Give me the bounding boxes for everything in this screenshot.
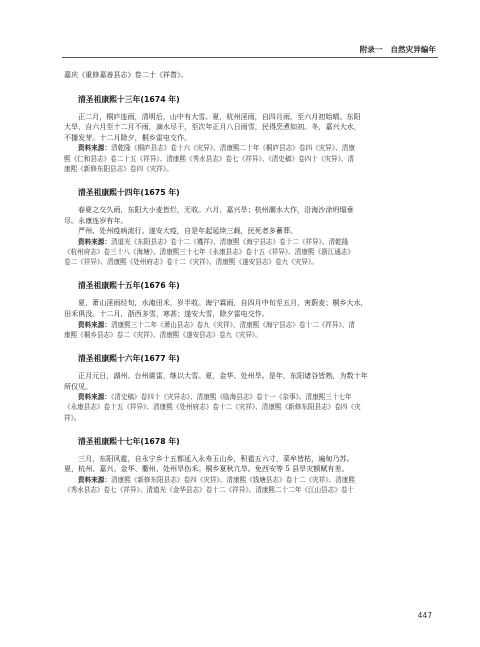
entries-container (64, 94, 412, 496)
source-text: 康熙《桐乡县志》卷二《灾祥》、清康熙《遂安县志》卷九《灾异》。 (64, 330, 262, 339)
source-line (64, 475, 412, 485)
page-number: 447 (417, 611, 432, 620)
source-line (64, 402, 412, 412)
source-text: 祥》。 (64, 413, 81, 422)
source-text: 清康熙《新修东阳县志》卷四《灾祥》、清康熙《钱塘县志》卷十二《灾祥》、清康熙 (110, 475, 355, 484)
entry-sources (64, 143, 412, 174)
entry-body (64, 371, 412, 392)
source-line (64, 143, 412, 153)
entry-heading: 清圣祖康熙十三年(1674 年) (78, 94, 180, 104)
body-line: 尽。永康连岁有年。 (64, 215, 128, 225)
entry-heading: 清圣祖康熙十七年(1678 年) (78, 436, 180, 446)
source-text: 《杭州府志》卷三十八《海塘》、清康熙三十七年《永康县志》卷十五《祥异》、清康熙《浙江通志》 (64, 247, 355, 256)
source-line (64, 257, 412, 267)
body-line: 春夏之交久雨，东阳大小麦皆烂，无收。六月，嘉兴旱；杭州潮水大作，沿海沙涂坍塌垂 (78, 204, 354, 214)
source-text: 清乾隆《桐庐县志》卷十六《灾异》、清康熙二十年《桐庐县志》卷四《灾异》、清康 (110, 144, 355, 153)
body-line: 严州、处州疫病流行。遂安大疫，自是年起延续三载，民死者多蓄葬。 (78, 226, 298, 236)
entry-heading: 清圣祖康熙十四年(1675 年) (78, 187, 180, 197)
body-line: 三月，东阳风雹，自永宁乡十五都延入永寿玉山乡，积雹五六寸，菜牟皆枯，遍甸乃苏。 (78, 453, 354, 463)
source-text: 清康熙三十二年《萧山县志》卷九《灾祥》、清康熙《海宁县志》卷十二《祥异》、清 (110, 320, 355, 329)
entry-body (64, 205, 412, 237)
body-line: 大旱，自六月至十二月不雨，滴水尽干，至次年正月八日雨雪，民得烹煮如初。冬，嘉兴大水， (64, 122, 361, 132)
source-label: 资料来源： (78, 475, 111, 484)
source-line (64, 154, 412, 164)
entry-sources (64, 320, 412, 340)
body-line: 所仅见。 (64, 381, 93, 391)
source-text: 康熙《新修东阳县志》卷四《灾祥》。 (64, 164, 173, 173)
source-text: 《秀水县志》卷七《祥异》、清道光《金华县志》卷十二《祥异》、清康熙二十二年《江山县志》卷十 (64, 486, 355, 495)
source-label: 资料来源： (78, 144, 111, 153)
source-text: 清道光《东阳县志》卷十二《禨祥》、清康熙《海宁县志》卷十二《祥异》、清乾隆 (110, 237, 349, 246)
source-line (64, 413, 412, 423)
running-header: 附录一 自然灾异编年 (359, 45, 436, 54)
source-label: 资料来源： (78, 393, 111, 402)
source-line (64, 392, 412, 402)
header-rule (62, 57, 438, 58)
source-text: 《清史稿》卷四十《灾异志》、清康熙《临海县志》卷十一《杂事》、清康熙三十七年 (110, 393, 352, 402)
body-line: 不播发芽。十二月除夕，桐乡雷电交作。 (64, 132, 192, 142)
intro-source-line: 嘉庆《重修嘉善县志》卷二十《祥眚》。 (64, 70, 188, 79)
page-body (64, 70, 412, 495)
source-line (64, 237, 412, 247)
source-line (64, 330, 412, 340)
entry-heading: 清圣祖康熙十六年(1677 年) (78, 353, 180, 363)
entry-sources (64, 392, 412, 423)
source-line (64, 320, 412, 330)
source-label: 资料来源： (78, 320, 111, 329)
source-line (64, 164, 412, 174)
entry-sources (64, 237, 412, 268)
source-line (64, 247, 412, 257)
source-text: 熙《仁和县志》卷二十五《祥异》、清康熙《秀水县志》卷七《祥异》、《清史稿》卷四十《灾异》、清 (64, 154, 355, 163)
entry-body (64, 298, 412, 319)
body-line: 夏，萧山淫雨经旬，水淹田禾，岁半收。海宁霖雨，自四月中旬至五月，害蔚麦；桐乡大水， (78, 298, 368, 308)
entry-heading: 清圣祖康熙十五年(1676 年) (78, 281, 180, 291)
source-text: 《永康县志》卷十五《祥异》、清康熙《处州府志》卷十二《灾祥》、清康熙《新修东阳县志》卷四《灾 (64, 403, 361, 412)
body-line: 夏，杭州、嘉兴、金华、衢州、处州旱伤禾。桐乡夏秋亢旱。免西安等 5 县旱灾额赋有差。 (64, 464, 349, 474)
entry-body (64, 454, 412, 475)
source-label: 资料来源： (78, 237, 111, 246)
source-line (64, 485, 412, 495)
body-line: 正二月，桐庐连雨，清明后，山中有大雪。夏，杭州淫雨，自四月雨，至六月初始晴。东阳 (78, 111, 361, 121)
body-line: 田禾俱没。十二月，浙西多雪，寒甚；遂安大雪，除夕雷电交作。 (64, 308, 269, 318)
body-line: 正月元日，湖州、台州震雷，继以大雪。夏，金华、处州旱。是年，东阳诸谷皆熟，为数十年 (78, 370, 368, 380)
entry-body (64, 112, 412, 144)
source-text: 卷二《祥异》、清康熙《处州府志》卷十二《灾祥》、清康熙《遂安县志》卷九《灾异》。 (64, 258, 318, 267)
entry-sources (64, 475, 412, 495)
